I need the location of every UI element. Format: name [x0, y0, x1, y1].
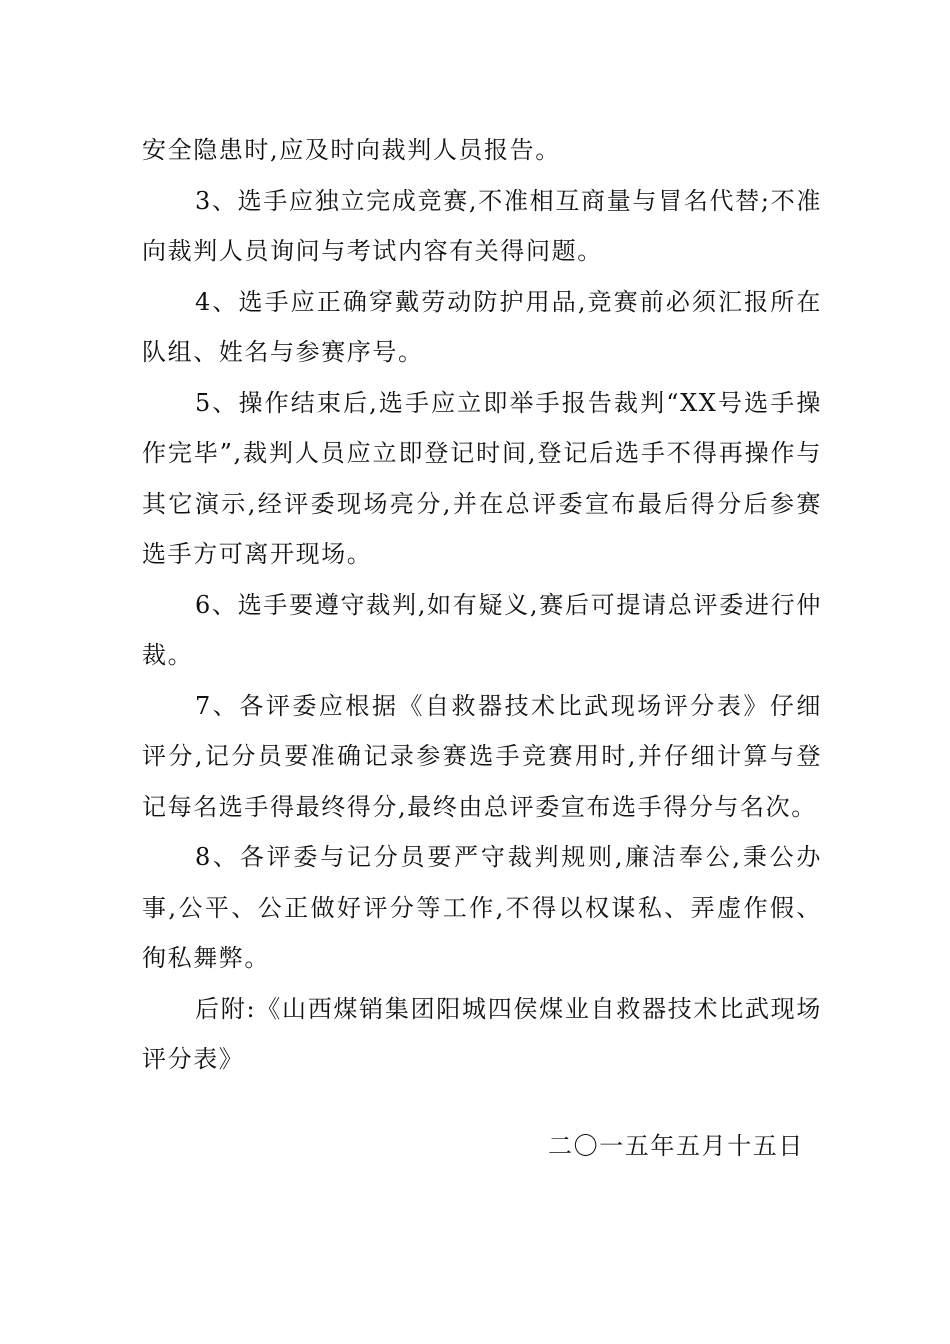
paragraph-rule-3: 3、选手应独立完成竞赛,不准相互商量与冒名代替;不准向裁判人员询问与考试内容有关得问题。	[142, 186, 822, 265]
paragraph-rule-8: 8、各评委与记分员要严守裁判规则,廉洁奉公,秉公办事,公平、公正做好评分等工作,不得以权谋私、弄虚作假、徇私舞弊。	[142, 843, 822, 972]
paragraph-attachment: 后附:《山西煤销集团阳城四侯煤业自救器技术比武现场评分表》	[142, 994, 822, 1073]
paragraph-rule-6: 6、选手要遵守裁判,如有疑义,赛后可提请总评委进行仲裁。	[142, 590, 822, 669]
paragraph-rule-4: 4、选手应正确穿戴劳动防护用品,竞赛前必须汇报所在队组、姓名与参赛序号。	[142, 287, 822, 366]
document-date: 二〇一五年五月十五日	[548, 1132, 804, 1160]
paragraph-rule-5: 5、操作结束后,选手应立即举手报告裁判“XX号选手操作完毕”,裁判人员应立即登记时间,登记后选手不得再操作与其它演示,经评委现场亮分,并在总评委宣布最后得分后参赛选手方可离开现场。	[142, 388, 822, 568]
paragraph-continued: 安全隐患时,应及时向裁判人员报告。	[142, 136, 561, 164]
paragraph-rule-7: 7、各评委应根据《自救器技术比武现场评分表》仔细评分,记分员要准确记录参赛选手竞赛用时,并仔细计算与登记每名选手得最终得分,最终由总评委宣布选手得分与名次。	[142, 691, 822, 821]
document-body	[142, 125, 822, 1085]
